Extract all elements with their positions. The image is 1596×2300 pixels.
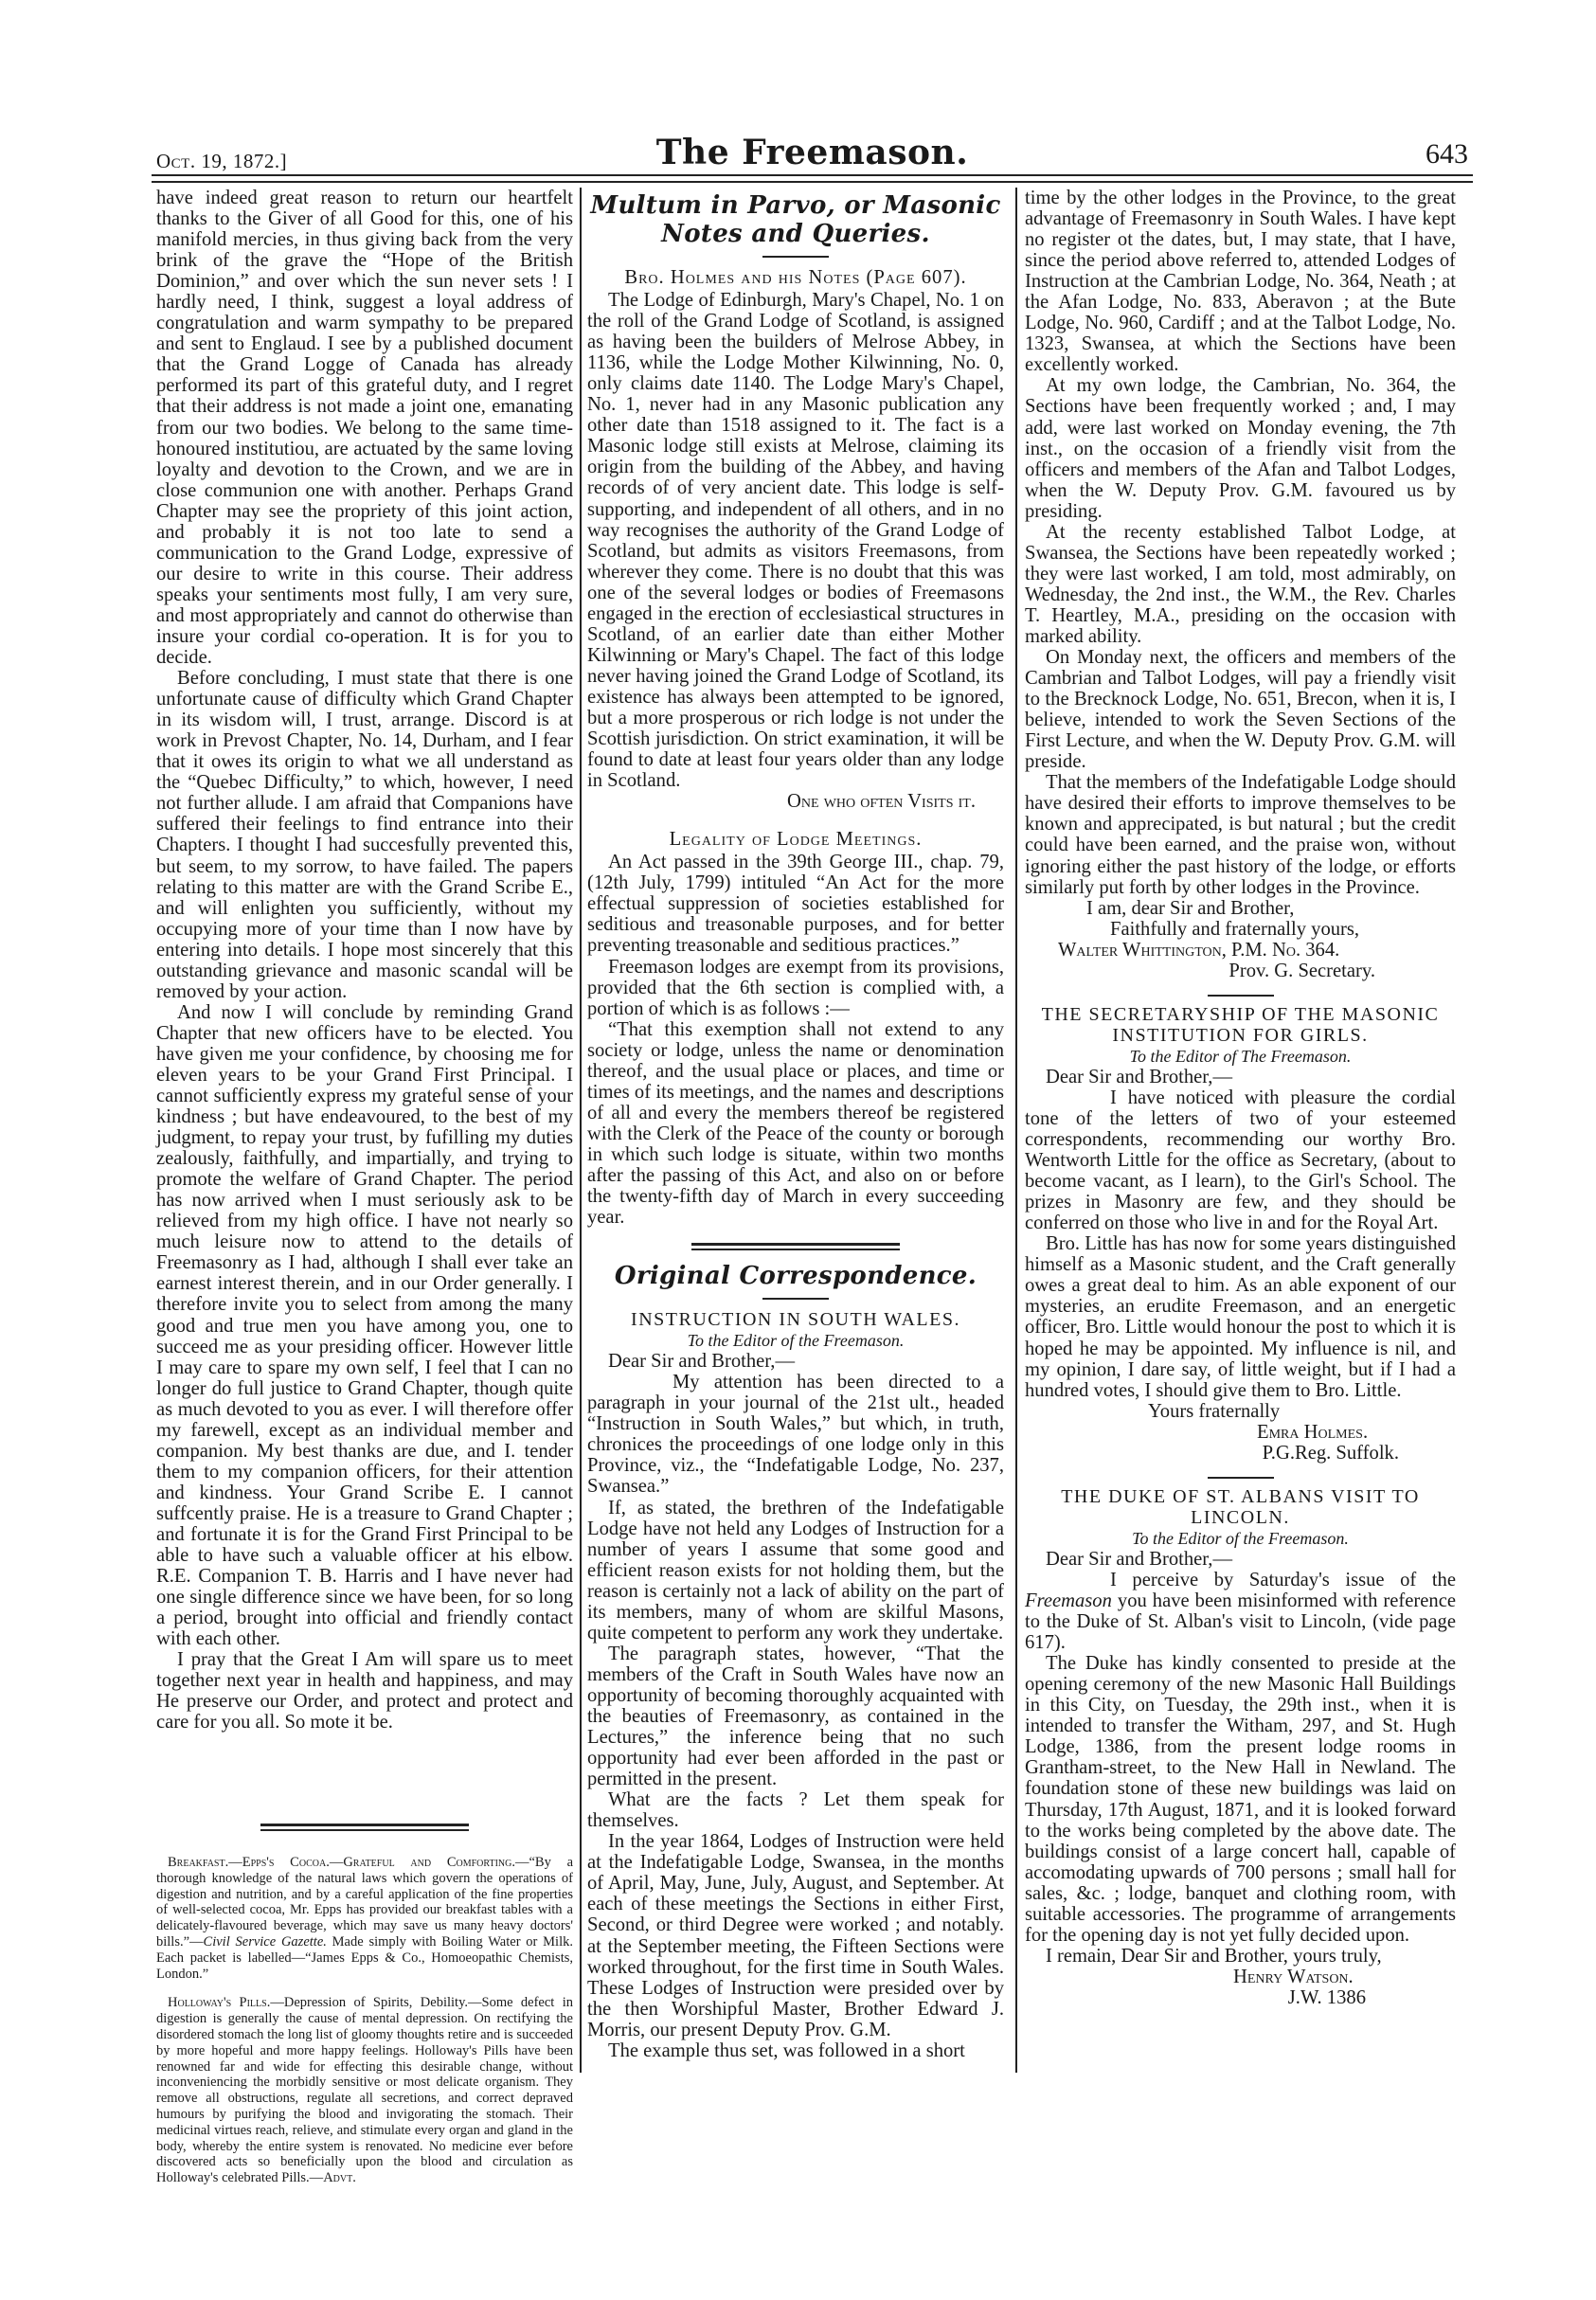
signature-title: P.G.Reg. Suffolk.	[1262, 1442, 1399, 1464]
paragraph: At my own lodge, the Cambrian, No. 364, the Sections have been frequently worked ; and, I may add, were last worked on Monday evening, the 7th inst., on the occasion of a friendly visit from the officers and members of the Afan and Talbot Lodges, when the W. Deputy Prov. G.M. favoured us by presiding.	[1025, 375, 1456, 522]
letter-addressee: To the Editor of the Freemason.	[687, 1331, 905, 1351]
column-divider	[1015, 188, 1017, 2073]
masthead-rule-lower	[152, 181, 1473, 183]
signature-title: J.W. 1386	[1287, 1986, 1366, 2008]
paragraph	[1025, 1570, 1456, 1653]
letter-heading: THE DUKE OF ST. ALBANS VISIT TO LINCOLN.	[1061, 1485, 1420, 1528]
salutation: Dear Sir and Brother,—	[1046, 1066, 1233, 1087]
paragraph: On Monday next, the officers and members of the Cambrian and Talbot Lodges, will pay a friendly visit to the Brecknock Lodge, No. 651, Brecon, when it is, I believe, intended to work the Seven Sections of the First Lecture, and when the W. Deputy Prov. G.M. will preside.	[1025, 647, 1456, 773]
paragraph: The Duke has kindly consented to preside at the opening ceremony of the new Masonic Hall Buildings in this City, on Tuesday, the 29th inst., when it is intended to transfer the Witham, 297, and St. Hugh Lodge, 1386, from the present lodge rooms in Grantham-street, to the New Hall in Newland. The foundation stone of these new buildings was laid on Thursday, 17th August, 1871, and it is looked forward to the works being completed by the above date. The buildings consist of a large concert hall, capable of accomodating upwards of 700 persons ; small hall for sales, &c. ; lodge, banquet and clothing room, with suitable accessories. The programme of arrangements for the opening day is not yet fully decided upon.	[1025, 1653, 1456, 1946]
text: I perceive by Saturday's issue of the	[1110, 1570, 1456, 1590]
signature: Henry Watson.	[1233, 1966, 1354, 1987]
advertisement-holloways-pills	[156, 1995, 573, 2186]
paragraph: The paragraph states, however, “That the members of the Craft in South Wales have now an opportunity of becoming thoroughly acquainted with the beauties of Freemasonry, as contained in the Lectures,” the inference being that no such opportunity had ever been afforded in the past or permitted in the present.	[587, 1643, 1004, 1790]
masthead-rule	[152, 174, 1473, 176]
paragraph: If, as stated, the brethren of the Indefatigable Lodge have not held any Lodges of Instruction for a number of years I assume that some good and efficient reason exists for not holding them, but the reason is certainly not a lack of ability on the part of its members, many of whom are skilful Masons, quite competent to perform any work they undertake.	[587, 1497, 1004, 1644]
text: you have been misinformed with reference to the Duke of St. Alban's visit to Lincoln, (vide page 617).	[1025, 1590, 1456, 1654]
divider	[1208, 995, 1274, 997]
closing: Faithfully and fraternally yours,	[1110, 918, 1360, 940]
closing: Yours fraternally	[1148, 1400, 1281, 1422]
newspaper-title: The Freemason.	[655, 133, 969, 172]
signature: One who often Visits it.	[787, 791, 976, 813]
signature-title: Prov. G. Secretary.	[1228, 960, 1375, 981]
paragraph: My attention has been directed to a paragraph in your journal of the 21st ult., headed “Instruction in South Wales,” but which, in truth, chronices the proceedings of one lodge only in this Province, viz., the “Indefatigable Lodge, No. 237, Swansea.”	[587, 1372, 1004, 1498]
signature: Walter Whittington, P.M. No. 364.	[1058, 939, 1340, 961]
letter-heading: THE SECRETARYSHIP OF THE MASONIC INSTITUTION FOR GIRLS.	[1041, 1003, 1440, 1046]
advertisement-epps-cocoa	[156, 1855, 573, 1982]
issue-date: Oct. 19, 1872.]	[156, 150, 288, 172]
column-1	[156, 188, 573, 1733]
salutation: Dear Sir and Brother,—	[1046, 1548, 1233, 1570]
publication-name: Freemason	[1025, 1590, 1112, 1612]
paragraph: Freemason lodges are exempt from its provisions, provided that the 6th section is complied with, a portion of which is as follows :—	[587, 956, 1004, 1019]
section-title-correspondence: Original Correspondence.	[614, 1262, 977, 1291]
paragraph: Before concluding, I must state that there is one unfortunate cause of difficulty which Grand Chapter in its wisdom will, I trust, arrange. Discord is at work in Prevost Chapter, No. 14, Durham, and I fear that it owes its origin to what we all understand as the “Quebec Difficulty,” to which, however, I need not further allude. I am afraid that Companions have suffered their feelings to find entrance into their Chapters. I thought I had succesfully prevented this, but seem, to my sorrow, to have failed. The papers relating to this matter are with the Grand Scribe E., and will enlighten you sufficiently, without my occupying more of your time than I now have by entering into details. I hope most sincerely that this outstanding grievance and masonic scandal will be removed by your action.	[156, 668, 573, 1002]
divider	[1208, 1477, 1274, 1479]
letter-heading: INSTRUCTION IN SOUTH WALES.	[631, 1309, 960, 1331]
divider	[762, 1298, 829, 1300]
paragraph: The Lodge of Edinburgh, Mary's Chapel, No. 1 on the roll of the Grand Lodge of Scotland, is assigned as having been the builders of Melrose Abbey, in 1136, while the Lodge Mother Kilwinning, No. 0, only claims date 1140. The Lodge Mary's Chapel, No. 1, never had in any Masonic publication any other date than 1518 assigned to it. The fact is a Masonic lodge still exists at Melrose, claiming its origin from the building of the Abbey, and having records of of very ancient date. This lodge is self-supporting, and independent of all others, and in no way recognises the authority of the Grand Lodge of Scotland, but admits as visitors Freemasons, from wherever they come. There is no doubt that this was one of the several lodges or bodies of Freemasons engaged in the erection of ecclesiastical structures in Scotland, of an earlier date than either Mother Kilwinning or Mary's Chapel. The fact of this lodge never having joined the Grand Lodge of Scotland, its existence has always been attempted to be ignored, but a more prosperous or rich lodge is not under the Scottish jurisdiction. On strict examination, it will be found to date at least four years older than any lodge in Scotland.	[587, 290, 1004, 792]
salutation: Dear Sir and Brother,—	[608, 1351, 796, 1373]
ad-lead: Breakfast.—Epps's Cocoa.—Grateful and Comforting.—	[168, 1855, 529, 1870]
ad-source: Civil Service Gazette.	[203, 1933, 327, 1950]
paragraph: That the members of the Indefatigable Lodge should have desired their efforts to improve themselves to be known and apprecipated, is but natural ; but the credit could have been earned, and the praise won, without ignoring either the past history of the lodge, or efforts similarly put forth by other lodges in the Province.	[1025, 772, 1456, 898]
ad-text: Depression of Spirits, Debility.—Some defect in digestion is generally the cause of mental depression. On rectifying the disordered stomach the long list of gloomy thoughts retire and is succeeded by more hopeful and more happy feelings. Holloway's Pills have been renowned far and wide for effecting this desirable change, without inconveniencing the morbidly sensitive or most delicate organism. They remove all obstructions, regulate all secretions, and correct depraved humours by purifying the blood and invigorating the stomach. Their medicinal virtues reach, relieve, and stimulate every organ and gland in the body, whereby the entire system is renovated. No medicine ever before discovered acts so beneficially upon the blood and circulation as Holloway's celebrated Pills.—	[156, 1995, 573, 2186]
paragraph: Bro. Little has has now for some years distinguished himself as a Masonic student, and the Craft generally owes a great deal to him. As an able exponent of our mysteries, an erudite Freemason, and an energetic officer, Bro. Little would honour the post to which it is hoped he may be appointed. My influence is nil, and my opinion, I dare say, of little weight, but if I had a hundred votes, I should give them to Bro. Little.	[1025, 1233, 1456, 1401]
paragraph: I pray that the Great I Am will spare us to meet together next year in health and happiness, and may He preserve our Order, and protect and protect and care for you all. So mote it be.	[156, 1649, 573, 1734]
letter-addressee: To the Editor of The Freemason.	[1129, 1046, 1352, 1066]
article-heading: Legality of Lodge Meetings.	[669, 829, 923, 851]
section-double-rule	[691, 1243, 900, 1250]
paragraph: At the recenty established Talbot Lodge, at Swansea, the Sections have been repeatedly worked ; they were last worked, I am told, most admirably, on Wednesday, the 2nd inst., the W.M., the Rev. Charles T. Heartley, M.A., presiding on the occasion with marked ability.	[1025, 521, 1456, 647]
paragraph: What are the facts ? Let them speak for themselves.	[587, 1789, 1004, 1832]
section-title-notes-queries: Multum in Parvo, or Masonic Notes and Queries.	[590, 191, 1001, 248]
paragraph: I have noticed with pleasure the cordial tone of the letters of two of your esteemed correspondents, recommending our worthy Bro. Wentworth Little for the office as Secretary, (about to become vacant, as I learn), to the Girl's School. The prizes in Masonry are few, and they should be conferred on those who live in and for the Royal Art.	[1025, 1087, 1456, 1234]
column-2	[587, 188, 1004, 2061]
ad-text: “By a thorough knowledge of the natural laws which govern the operations of digestion and nutrition, and by a careful application of the fine properties of well-selected cocoa, Mr. Epps has provided our breakfast tables with a delicately-flavoured beverage, which may save us many heavy doctors' bills.”—	[156, 1855, 573, 1950]
closing: I remain, Dear Sir and Brother, yours truly,	[1046, 1945, 1382, 1967]
section-double-rule	[260, 1824, 469, 1831]
advertisements	[156, 1855, 573, 2200]
column-divider	[580, 188, 582, 2073]
paragraph: In the year 1864, Lodges of Instruction were held at the Indefatigable Lodge, Swansea, in the months of April, May, June, July, August, and September. At each of these meetings the Sections in either First, Second, or third Degree were worked ; and notably. at the September meeting, the Fifteen Sections were worked throughout, for the first time in South Wales. These Lodges of Instruction were presided over by the then Worshipful Master, Brother Edward J. Morris, our present Deputy Prov. G.M.	[587, 1831, 1004, 2040]
divider	[762, 256, 829, 258]
paragraph: The example thus set, was followed in a short	[608, 2039, 965, 2061]
article-heading: Bro. Holmes and his Notes (Page 607).	[624, 267, 967, 288]
ad-tail: Made simply with Boiling Water or Milk. Each packet is labelled—“James Epps & Co., Homoeopathic Chemists, London.”	[156, 1933, 573, 1982]
ad-lead: Holloway's Pills.—	[168, 1995, 284, 2011]
letter-addressee: To the Editor of the Freemason.	[1132, 1528, 1349, 1548]
paragraph: And now I will conclude by reminding Grand Chapter that new officers have to be elected. You have given me your confidence, by choosing me for eleven years to be your Grand First Principal. I cannot sufficiently express my grateful sense of your kindness ; but have endeavoured, to the best of my judgment, to repay your trust, by fufilling my duties zealously, faithfully, and impartially, and trying to promote the welfare of Grand Chapter. The period has now arrived when I must seriously ask to be relieved from my high office. I have not nearly so much leisure now to attend to the details of Freemasonry as I had, although I shall ever take an earnest interest therein, and in our Order generally. I therefore invite you to select from among the many good and true men you have among you, one to succeed me as your presiding officer. However little I may care to spare my own self, I feel that I can no longer do full justice to Grand Chapter, though quite as much devoted to you as ever. I will therefore offer my farewell, except as an individual member and companion. My best thanks are due, and I. tender them to my companion officers, for their attention and kindness. Your Grand Scribe E. I cannot suffcently praise. He is a treasure to Grand Chapter ; and fortunate it is for the Grand First Principal to be able to have such a valuable officer at his elbow. R.E. Companion T. B. Harris and I have never had one single difference since we have been, for so long a period, brought into official and friendly contact with each other.	[156, 1001, 573, 1650]
ad-tail: Advt.	[323, 2170, 356, 2186]
paragraph: “That this exemption shall not extend to any society or lodge, unless the name or denomination thereof, and the usual place or places, and time or times of its meetings, and the names and descriptions of all and every the members thereof be registered with the Clerk of the Peace of the county or borough in which such lodge is situate, within two months after the passing of this Act, and also on or before the twenty-fifth day of March in every succeeding year.	[587, 1018, 1004, 1229]
column-3	[1025, 188, 1456, 2008]
paragraph: have indeed great reason to return our heartfelt thanks to the Giver of all Good for this, one of his manifold mercies, in thus giving back from the very brink of the grave the “Hope of the British Dominion,” and over which the sun never sets ! I hardly need, I think, suggest a loyal address of congratulation and warm sympathy to be prepared and sent to Englaud. I see by a published document that the Grand Logge of Canada has already performed its part of this grateful duty, and I regret that their address is not made a joint one, emanating from our two bodies. We belong to the same time-honoured institutiou, are actuated by the same loving loyalty and devotion to the Crown, and we are in close communion one with another. Perhaps Grand Chapter may see the propriety of this joint action, and probably it is not too late to send a communication to the Grand Lodge, expressive of our desire to write in this course. Their address speaks your sentiments most fully, I am very sure, and most appropriately and cannot do otherwise than insure your cordial co-operation. It is for you to decide.	[156, 188, 573, 669]
signature: Emra Holmes.	[1257, 1421, 1369, 1443]
closing: I am, dear Sir and Brother,	[1086, 897, 1295, 919]
paragraph: An Act passed in the 39th George III., chap. 79, (12th July, 1799) intituled “An Act for the more effectual suppression of societies established for seditious and treasonable purposes, and for better preventing treasonable and seditious practices.”	[587, 852, 1004, 957]
page-number: 643	[1426, 138, 1468, 170]
masthead	[156, 133, 1468, 180]
paragraph: time by the other lodges in the Province, to the great advantage of Freemasonry in South Wales. I have kept no register ot the dates, but, I may state, that I have, since the period above referred to, attended Lodges of Instruction at the Cambrian Lodge, No. 364, Neath ; at the Afan Lodge, No. 833, Aberavon ; at the Bute Lodge, No. 960, Cardiff ; and at the Talbot Lodge, No. 1323, Swansea, at which the Sections have been excellently worked.	[1025, 188, 1456, 376]
